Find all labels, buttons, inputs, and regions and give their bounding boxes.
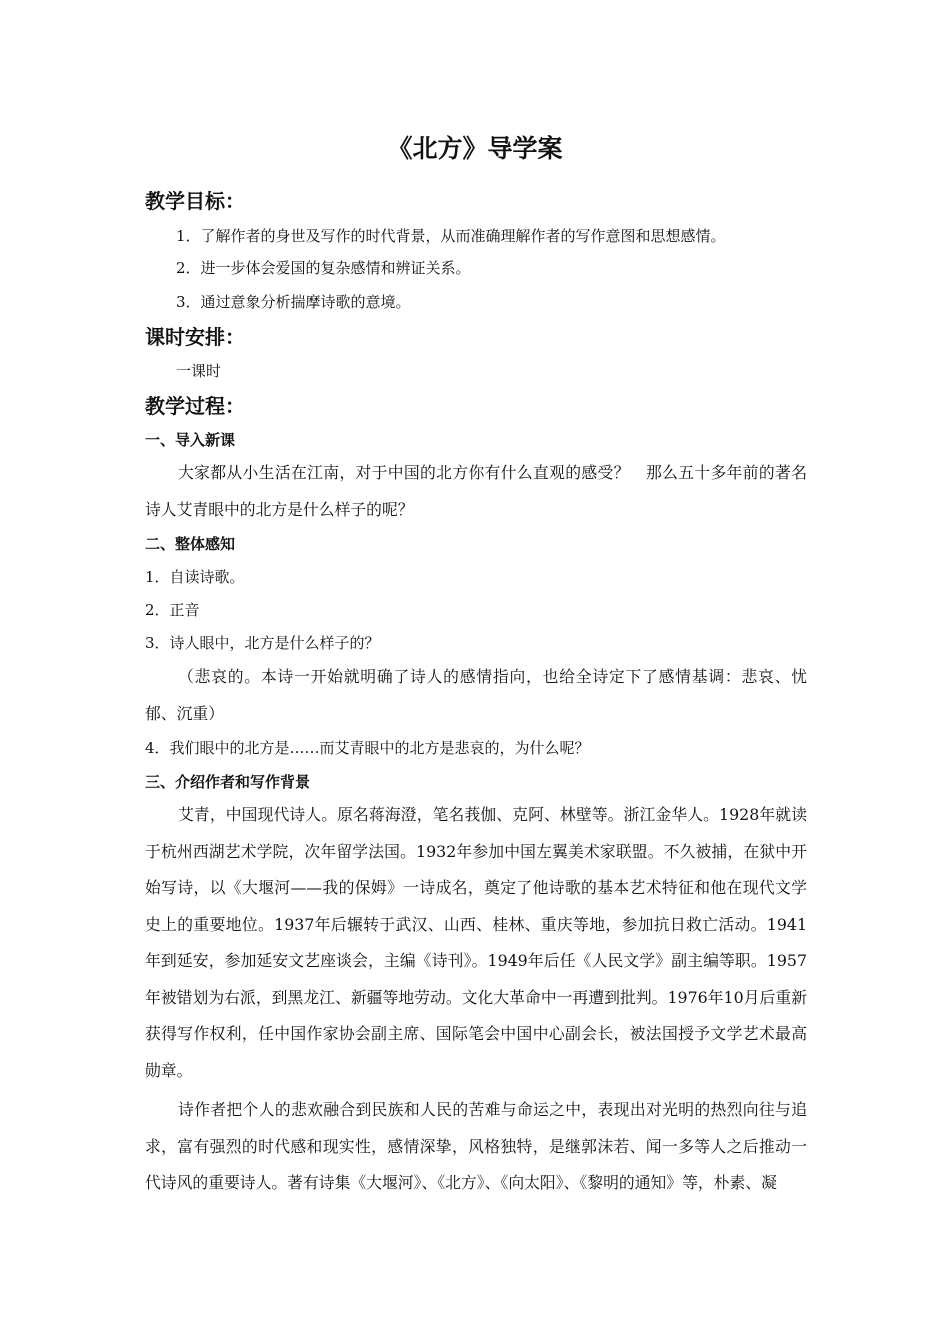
process-heading: 教学过程： [145,394,245,418]
document-title: 《北方》导学案 [387,134,563,163]
overview-item-2: 2．正音 [145,601,200,619]
objective-item-2: 2．进一步体会爱国的复杂感情和辨证关系。 [176,259,471,277]
schedule-value: 一课时 [176,362,222,380]
overview-answer: （悲哀的。本诗一开始就明确了诗人的感情指向，也给全诗定下了感情基调：悲哀、忧郁、沉重） [145,667,807,723]
section-intro-heading: 一、导入新课 [145,431,236,449]
overview-item-1: 1．自读诗歌。 [145,568,245,586]
objective-item-1: 1．了解作者的身世及写作的时代背景，从而准确理解作者的写作意图和思想感情。 [176,227,726,245]
objectives-heading: 教学目标： [145,189,245,213]
overview-item-3: 3．诗人眼中，北方是什么样子的？ [145,634,380,652]
overview-item-4: 4．我们眼中的北方是……而艾青眼中的北方是悲哀的，为什么呢？ [145,739,590,757]
section-intro-paragraph: 大家都从小生活在江南，对于中国的北方你有什么直观的感受？ 那么五十多年前的著名诗人艾青眼中的北方是什么样子的呢？ [145,463,807,519]
author-paragraph-2: 诗作者把个人的悲欢融合到民族和人民的苦难与命运之中，表现出对光明的热烈向往与追求，富有强烈的时代感和现实性，感情深挚，风格独特，是继郭沫若、闻一多等人之后推动一代诗风的重要诗人。著有诗集《大堰河》、《北方》、《向太阳》、《黎明的通知》等，朴素、凝 [145,1100,807,1192]
section-overview-heading: 二、整体感知 [145,535,236,553]
objective-item-3: 3．通过意象分析揣摩诗歌的意境。 [176,293,411,311]
schedule-heading: 课时安排： [145,325,245,349]
section-author-heading: 三、介绍作者和写作背景 [145,773,311,791]
author-paragraph-1: 艾青，中国现代诗人。原名蒋海澄，笔名莪伽、克阿、林壁等。浙江金华人。1928年就读于杭州西湖艺术学院，次年留学法国。1932年参加中国左翼美术家联盟。不久被捕，在狱中开始写诗，以《大堰河——我的保姆》一诗成名，奠定了他诗歌的基本艺术特征和他在现代文学史上的重要地位。1937年后辗转于武汉、山西、桂林、重庆等地，参加抗日救亡活动。1941年到延安，参加延安文艺座谈会，主编《诗刊》。1949年后任《人民文学》副主编等职。1957年被错划为右派，到黑龙江、新疆等地劳动。文化大革命中一再遭到批判。1976年10月后重新获得写作权利，任中国作家协会副主席、国际笔会中国中心副会长，被法国授予文学艺术最高勋章。 [145,805,807,1080]
